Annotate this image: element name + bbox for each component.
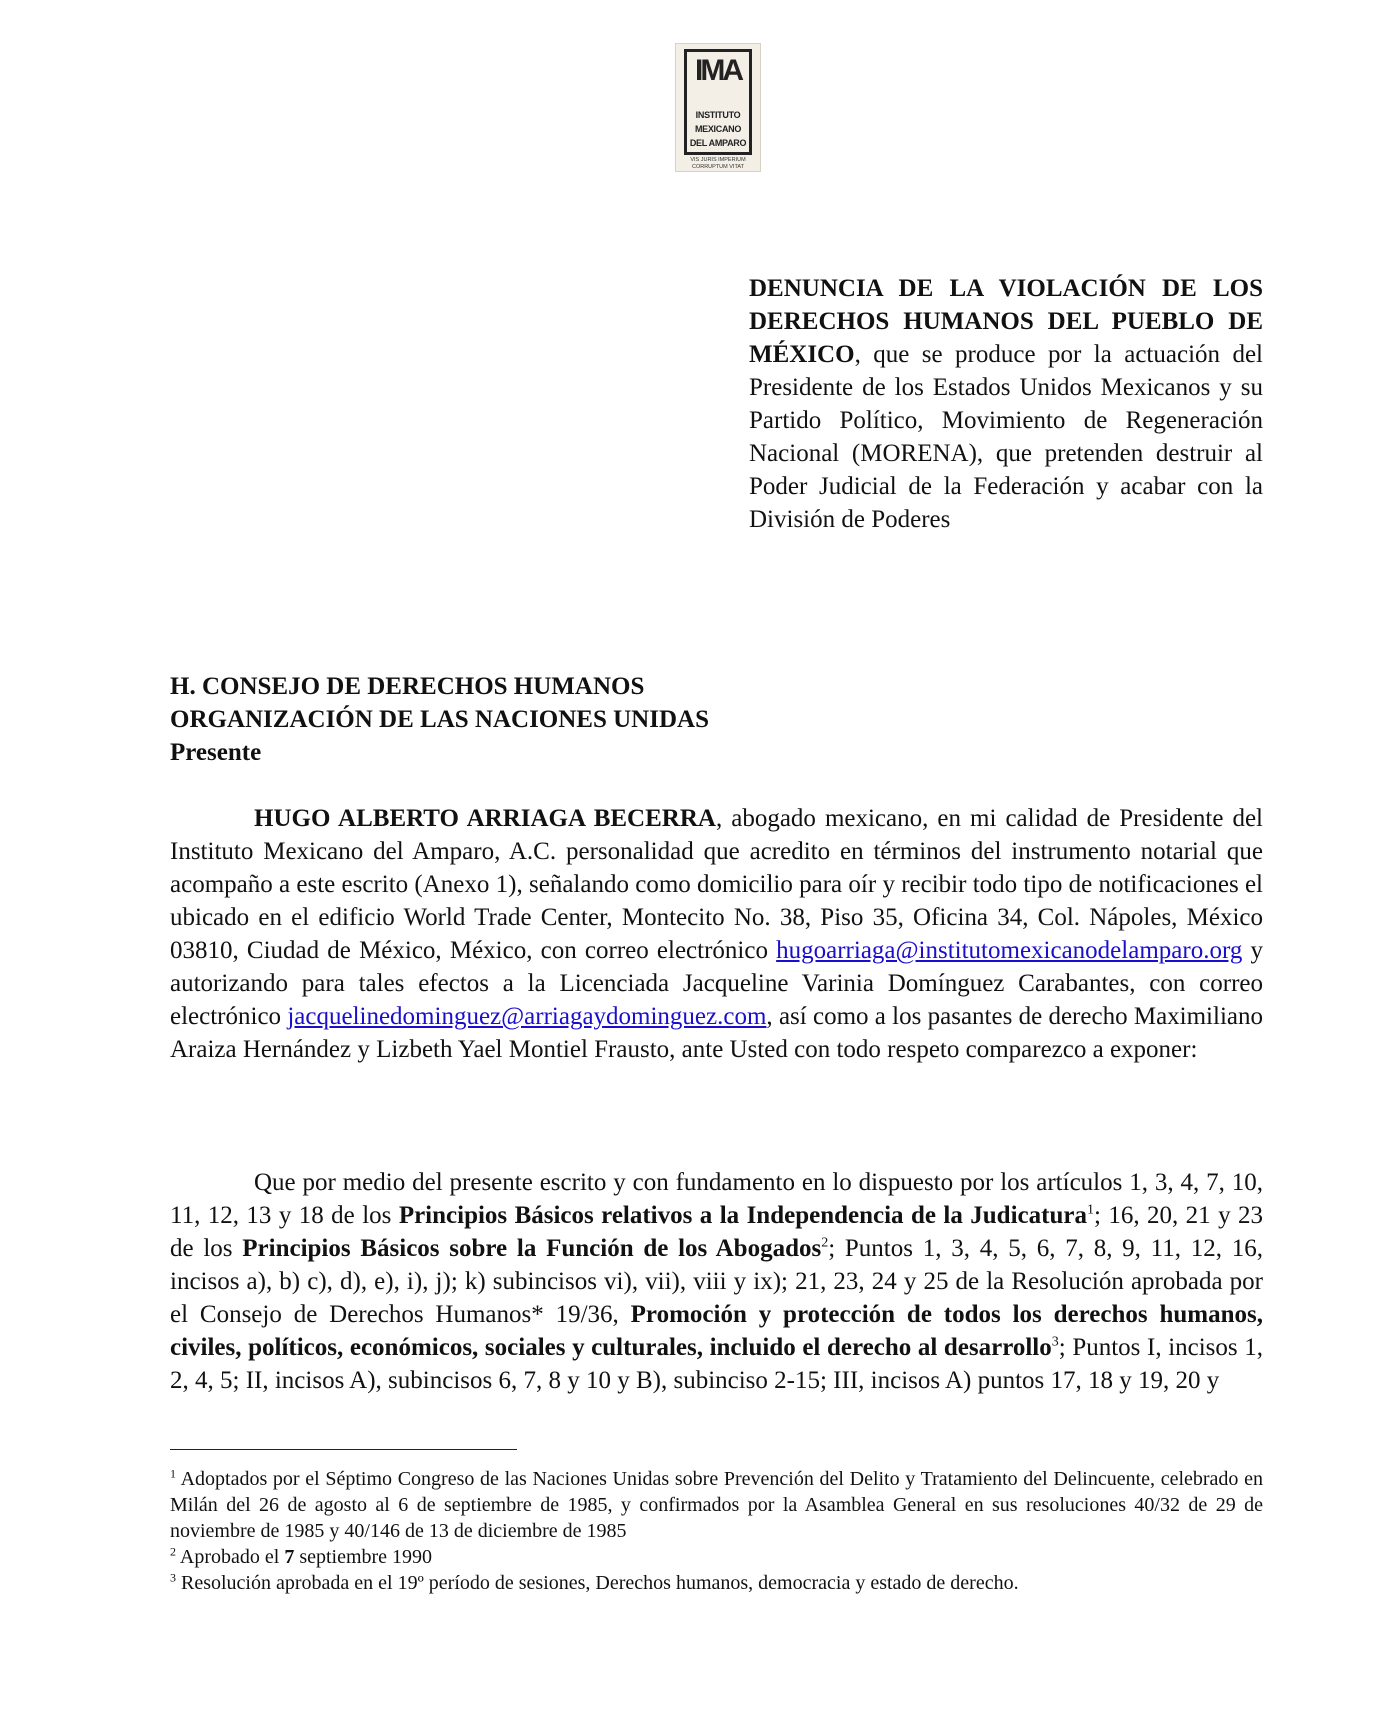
footnote-divider	[170, 1449, 517, 1450]
paragraph-introduction	[170, 802, 1263, 1066]
logo-motto-line: CORRUPTUM VITAT	[691, 164, 745, 170]
paragraph-text: , abogado mexicano, en mi calidad de Presidente del Instituto Mexicano del Amparo, A.C. personalidad que acredito en términos del instrumento notarial que acompaño a este escrito (Anexo 1), señalando como domicilio para oír y recibir todo tipo de notificaciones el ubicado en el edificio World Trade Center, Montecito No. 38, Piso 35, Oficina 34, Col. Nápoles, México 03810, Ciudad de México, México, con correo electrónico	[170, 805, 1263, 964]
title-rest: , que se produce por la actuación del Presidente de los Estados Unidos Mexicanos y su Partido Político, Movimiento de Regeneración Nacional (MORENA), que pretenden destruir al Poder Judicial de la Federación y acabar con la División de Poderes	[749, 341, 1263, 533]
footnote-text: Aprobado el	[176, 1546, 285, 1568]
footnote-text: Resolución aprobada en el 19º período de sesiones, Derechos humanos, democracia y estado de derecho.	[176, 1572, 1019, 1594]
footnote-ref[interactable]: 3	[1051, 1334, 1059, 1350]
email-link-jacqueline[interactable]: jacquelinedominguez@arriagaydominguez.com	[287, 1003, 767, 1030]
paragraph-text: ; Puntos I, incisos 1, 2, 4, 5; II, incisos A), subincisos 6, 7, 8 y 10 y B), subinciso 2-15; III, incisos A) puntos 17, 18 y 19, 20 y	[170, 1334, 1263, 1394]
footnote-2	[170, 1544, 1263, 1570]
footnote-ref[interactable]: 2	[821, 1235, 829, 1251]
paragraph-bold: Promoción y protección de todos los derechos humanos, civiles, políticos, económicos, sociales y culturales, incluido el derecho al desarrollo	[170, 1301, 1263, 1361]
logo-emblem	[684, 49, 752, 155]
footnote-text: Adoptados por el Séptimo Congreso de las Naciones Unidas sobre Prevención del Delito y Tratamiento del Delincuente, celebrado en Milán del 26 de agosto al 6 de septiembre de 1985, y confirmados por la Asamblea General en sus resoluciones 40/32 de 29 de noviembre de 1985 y 40/146 de 13 de diciembre de 1985	[170, 1468, 1263, 1542]
logo-text-line: INSTITUTO	[695, 110, 741, 120]
paragraph-text: y autorizando para tales efectos a la Licenciada Jacqueline Varinia Domínguez Carabantes, con correo electrónico	[170, 937, 1263, 1030]
addressee-block	[170, 670, 1070, 769]
title-bold: DENUNCIA DE LA VIOLACIÓN DE LOS DERECHOS HUMANOS DEL PUEBLO DE MÉXICO	[749, 275, 1263, 368]
institute-logo	[675, 43, 761, 172]
addressee-line: Presente	[170, 739, 262, 766]
document-title	[749, 272, 1263, 536]
addressee-line: H. CONSEJO DE DERECHOS HUMANOS	[170, 673, 645, 700]
paragraph-bold: Principios Básicos sobre la Función de los Abogados	[242, 1235, 822, 1262]
paragraph-text: Que por medio del presente escrito y con fundamento en lo dispuesto por los artículos 1, 3, 4, 7, 10, 11, 12, 13 y 18 de los	[170, 1169, 1263, 1229]
logo-letters: IMA	[695, 54, 741, 87]
logo-text-line: MEXICANO	[694, 124, 742, 134]
paragraph-text: ; Puntos 1, 3, 4, 5, 6, 7, 8, 9, 11, 12, 16, incisos a), b) c), d), e), i), j); k) subincisos vi), vii), viii y ix); 21, 23, 24 y 25 de la Resolución aprobada por el Consejo de Derechos Humanos* 19/36,	[170, 1235, 1263, 1328]
paragraph-bold: Principios Básicos relativos a la Independencia de la Judicatura	[398, 1202, 1087, 1229]
paragraph-legal-basis	[170, 1166, 1263, 1397]
footnote-text: septiembre 1990	[294, 1546, 433, 1568]
paragraph-text: ; 16, 20, 21 y 23 de los	[170, 1202, 1264, 1262]
footnote-bold: 7	[284, 1546, 295, 1568]
footnote-3	[170, 1570, 1263, 1596]
footnote-ref[interactable]: 1	[1086, 1202, 1094, 1218]
logo-motto	[678, 157, 758, 171]
logo-text	[687, 108, 749, 150]
footnote-1	[170, 1466, 1263, 1544]
addressee-line: ORGANIZACIÓN DE LAS NACIONES UNIDAS	[170, 706, 709, 733]
logo-text-line: DEL AMPARO	[689, 138, 747, 148]
footnote-number: 2	[170, 1544, 176, 1559]
footnotes-section	[170, 1466, 1263, 1596]
paragraph-text: , así como a los pasantes de derecho Maximiliano Araiza Hernández y Lizbeth Yael Montiel Frausto, ante Usted con todo respeto comparezco a exponer:	[170, 1003, 1263, 1063]
email-link-hugo[interactable]: hugoarriaga@institutomexicanodelamparo.org	[776, 937, 1243, 964]
footnote-number: 3	[170, 1570, 176, 1585]
author-name: HUGO ALBERTO ARRIAGA BECERRA	[254, 805, 716, 832]
logo-motto-line: VIS JURIS IMPERIUM	[690, 157, 746, 163]
footnote-number: 1	[170, 1466, 176, 1481]
